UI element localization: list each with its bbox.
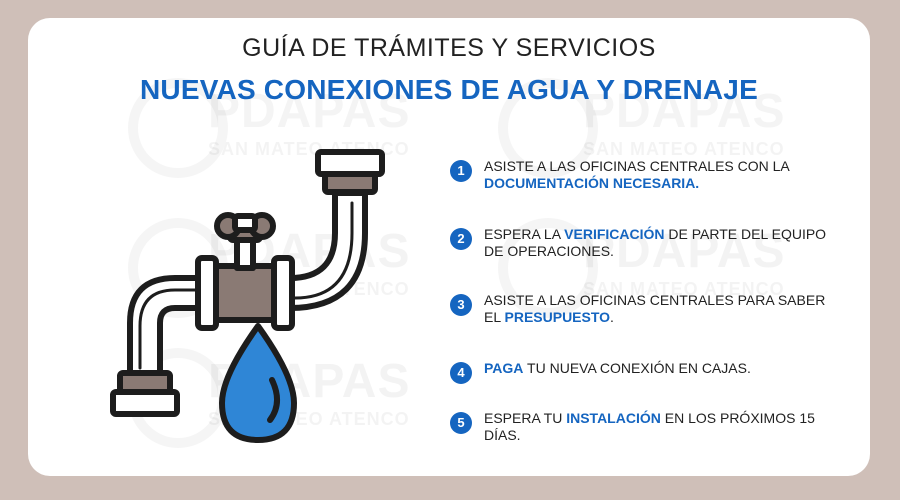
step-text-highlight: PAGA [484, 360, 524, 376]
step-text-post: . [610, 309, 614, 325]
step-number-badge: 5 [450, 412, 472, 434]
water-pipe-valve-drop-icon [80, 148, 400, 468]
step-text-pre: ASISTE A LAS OFICINAS CENTRALES PARA SABER EL [484, 292, 826, 325]
step-number-badge: 3 [450, 294, 472, 316]
step-text [484, 226, 844, 260]
step-number-badge: 1 [450, 160, 472, 182]
step-text-post: EN LOS PRÓXIMOS 15 DÍAS. [484, 410, 815, 443]
step-number-badge: 2 [450, 228, 472, 250]
step-text [484, 360, 844, 377]
infographic-card [28, 18, 870, 476]
step-text-pre: ASISTE A LAS OFICINAS CENTRALES CON LA [484, 158, 789, 174]
step-text [484, 292, 844, 326]
step-text-pre: ESPERA TU [484, 410, 567, 426]
step-text-highlight: VERIFICACIÓN [564, 226, 665, 242]
step-number-badge: 4 [450, 362, 472, 384]
step-text-post: DE PARTE DEL EQUIPO DE OPERACIONES. [484, 226, 827, 259]
step-text [484, 158, 844, 192]
step-text-highlight: INSTALACIÓN [566, 410, 661, 426]
step-text-highlight: PRESUPUESTO [504, 309, 611, 325]
step-text-post: TU NUEVA CONEXIÓN EN CAJAS. [523, 360, 751, 376]
watermark-place-text [583, 139, 785, 160]
page-subtitle: NUEVAS CONEXIONES DE AGUA Y DRENAJE [140, 74, 758, 105]
step-text-pre: ESPERA LA [484, 226, 565, 242]
step-text [484, 410, 844, 444]
page-title: GUÍA DE TRÁMITES Y SERVICIOS [242, 34, 656, 62]
step-text-highlight: DOCUMENTACIÓN NECESARIA. [484, 175, 700, 191]
